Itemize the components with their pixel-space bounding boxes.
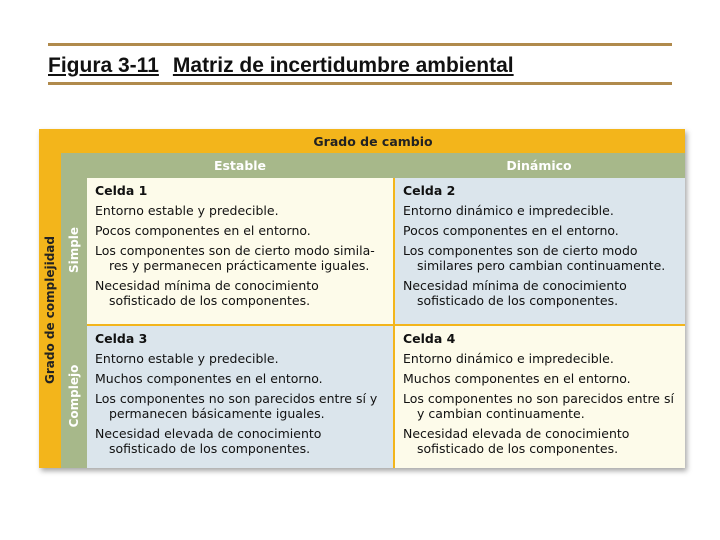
column-header-band (61, 153, 685, 178)
cell-2-line-4: Necesidad mínima de conocimiento sofisticado de los componentes. (403, 278, 627, 308)
title-rule-bottom (48, 82, 672, 85)
col-header-stable: Estable (213, 158, 267, 173)
cell-2 (395, 178, 685, 324)
cell-4-line-2: Muchos componentes en el entorno. (403, 371, 631, 386)
cell-3-line-1: Entorno estable y predecible. (95, 351, 279, 366)
cell-4-line-3: Los componentes no son parecidos entre sí y cambian continuamente. (403, 391, 674, 421)
row-header-simple: Simple (67, 226, 81, 274)
cell-3 (87, 326, 393, 468)
cell-4-line-1: Entorno dinámico e impredecible. (403, 351, 614, 366)
cell-4-line-4: Necesidad elevada de conocimiento sofisticado de los componentes. (403, 426, 630, 456)
cell-3-line-2: Muchos componentes en el entorno. (95, 371, 323, 386)
cell-1-line-3: Los componentes son de cierto modo simila- res y permanecen prácticamente iguales. (95, 243, 375, 273)
cell-3-line-3: Los componentes no son parecidos entre sí y permanecen básicamente iguales. (95, 391, 378, 421)
cell-1-line-2: Pocos componentes en el entorno. (95, 223, 311, 238)
cell-2-line-3: Los componentes son de cierto modo similares pero cambian continuamente. (403, 243, 666, 273)
cell-1-title: Celda 1 (95, 183, 148, 198)
cell-1-line-4: Necesidad mínima de conocimiento sofisticado de los componentes. (95, 278, 319, 308)
cell-3-line-4: Necesidad elevada de conocimiento sofisticado de los componentes. (95, 426, 322, 456)
slide-title (48, 54, 678, 82)
uncertainty-matrix (39, 129, 685, 468)
figure-caption: Matriz de incertidumbre ambiental (172, 54, 514, 77)
degree-of-change-header: Grado de cambio (313, 134, 433, 149)
cell-2-line-1: Entorno dinámico e impredecible. (403, 203, 614, 218)
figure-number: Figura 3-11 (48, 54, 159, 77)
row-header-band (61, 178, 87, 468)
cell-2-line-2: Pocos componentes en el entorno. (403, 223, 619, 238)
cell-4 (395, 326, 685, 468)
cell-4-title: Celda 4 (403, 331, 456, 346)
degree-of-complexity-header (39, 153, 61, 468)
cell-1 (87, 178, 393, 324)
cell-2-title: Celda 2 (403, 183, 456, 198)
title-rule-top (48, 43, 672, 46)
row-header-complex: Complejo (67, 364, 81, 428)
degree-of-complexity-label: Grado de complejidad (43, 236, 57, 384)
col-header-dynamic: Dinámico (506, 158, 572, 173)
cell-1-line-1: Entorno estable y predecible. (95, 203, 279, 218)
cell-3-title: Celda 3 (95, 331, 148, 346)
